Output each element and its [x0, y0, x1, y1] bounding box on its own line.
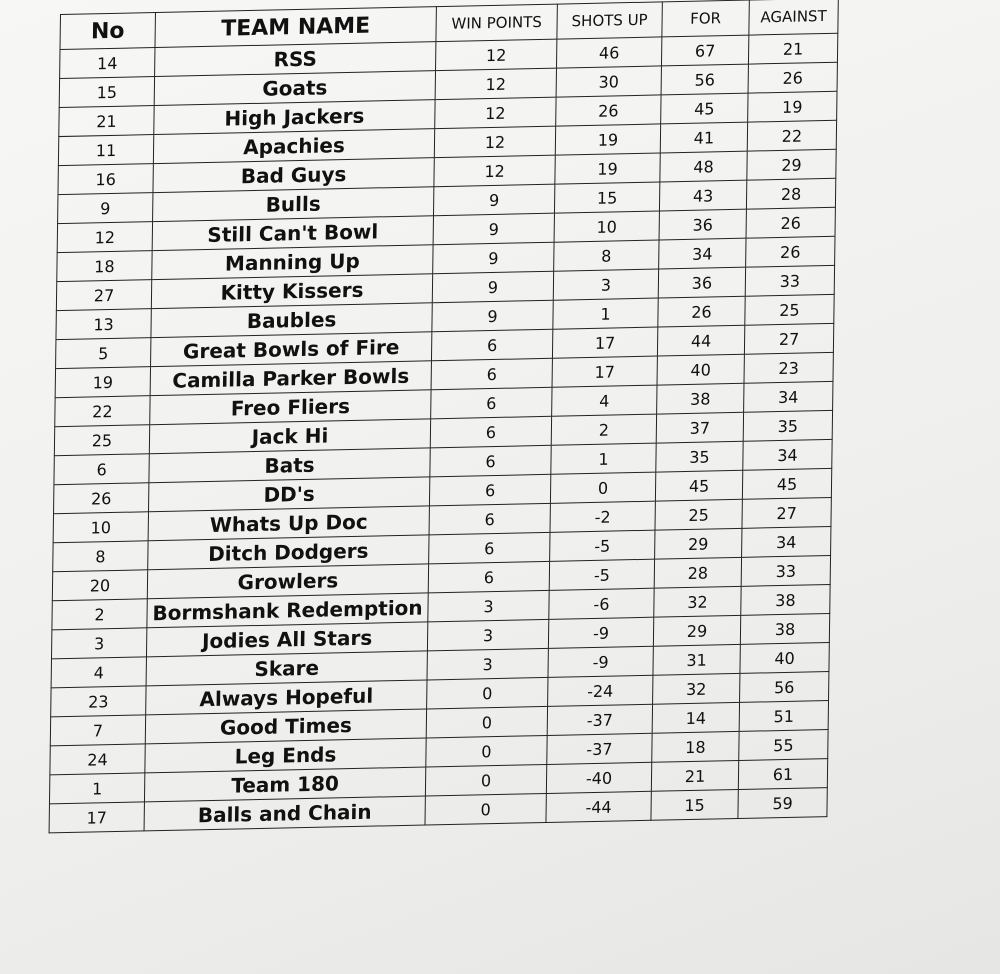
- cell-win-points: 6: [431, 387, 552, 419]
- cell-against: 55: [739, 730, 828, 761]
- cell-shots-up: -37: [547, 704, 652, 735]
- cell-for: 36: [658, 267, 745, 298]
- cell-shots-up: 19: [555, 124, 660, 155]
- cell-win-points: 3: [427, 648, 548, 680]
- cell-team-name: Great Bowls of Fire: [151, 332, 432, 367]
- cell-against: 29: [747, 149, 836, 180]
- cell-against: 34: [743, 439, 832, 470]
- cell-team-name: Goats: [154, 71, 435, 106]
- cell-against: 45: [742, 468, 831, 499]
- cell-shots-up: 15: [554, 182, 659, 213]
- cell-shots-up: 46: [556, 37, 661, 68]
- cell-win-points: 9: [432, 271, 553, 303]
- cell-against: 25: [745, 294, 834, 325]
- cell-against: 56: [740, 672, 829, 703]
- cell-shots-up: -5: [550, 530, 655, 561]
- cell-shots-up: 2: [551, 414, 656, 445]
- cell-no: 6: [54, 454, 149, 485]
- cell-no: 15: [59, 77, 154, 108]
- cell-team-name: Skare: [146, 651, 427, 686]
- cell-win-points: 6: [429, 474, 550, 506]
- cell-win-points: 9: [432, 300, 553, 332]
- cell-shots-up: -9: [548, 646, 653, 677]
- cell-no: 18: [57, 251, 152, 282]
- cell-against: 33: [741, 555, 830, 586]
- cell-team-name: Still Can't Bowl: [152, 216, 433, 251]
- cell-for: 45: [661, 93, 748, 124]
- cell-no: 22: [55, 396, 150, 427]
- cell-win-points: 6: [430, 416, 551, 448]
- cell-against: 59: [738, 788, 827, 819]
- cell-shots-up: 1: [551, 443, 656, 474]
- cell-no: 16: [58, 164, 153, 195]
- cell-against: 51: [739, 701, 828, 732]
- cell-team-name: RSS: [155, 42, 436, 77]
- cell-for: 35: [656, 441, 743, 472]
- cell-shots-up: -5: [549, 559, 654, 590]
- cell-shots-up: 17: [552, 356, 657, 387]
- cell-for: 40: [657, 354, 744, 385]
- cell-shots-up: -37: [547, 733, 652, 764]
- cell-shots-up: 0: [550, 472, 655, 503]
- cell-win-points: 12: [436, 39, 557, 71]
- cell-no: 14: [60, 48, 155, 79]
- cell-team-name: Jodies All Stars: [146, 622, 427, 657]
- cell-team-name: Growlers: [147, 564, 428, 599]
- cell-no: 5: [56, 338, 151, 369]
- cell-against: 26: [746, 236, 835, 267]
- cell-against: 28: [746, 178, 835, 209]
- table-body: [49, 33, 838, 833]
- cell-team-name: Bulls: [153, 187, 434, 222]
- standings-sheet: [49, 0, 839, 833]
- header-team-name: TEAM NAME: [155, 7, 436, 48]
- cell-for: 56: [661, 64, 748, 95]
- cell-no: 2: [52, 599, 147, 630]
- cell-win-points: 9: [433, 242, 554, 274]
- cell-for: 41: [660, 122, 747, 153]
- cell-against: 33: [745, 265, 834, 296]
- cell-shots-up: -2: [550, 501, 655, 532]
- cell-for: 28: [654, 557, 741, 588]
- header-win-points: WIN POINTS: [436, 4, 557, 42]
- cell-shots-up: 26: [556, 95, 661, 126]
- cell-no: 11: [58, 135, 153, 166]
- cell-no: 4: [51, 657, 146, 688]
- cell-for: 29: [653, 615, 740, 646]
- cell-team-name: Freo Fliers: [150, 390, 431, 425]
- cell-against: 61: [738, 759, 827, 790]
- cell-team-name: Jack Hi: [149, 419, 430, 454]
- cell-for: 34: [659, 238, 746, 269]
- cell-no: 10: [53, 512, 148, 543]
- cell-no: 21: [59, 106, 154, 137]
- cell-win-points: 0: [425, 764, 546, 796]
- cell-for: 21: [651, 760, 738, 791]
- cell-win-points: 6: [431, 329, 552, 361]
- cell-win-points: 6: [430, 445, 551, 477]
- cell-win-points: 6: [429, 503, 550, 535]
- header-shots-up: SHOTS UP: [557, 2, 662, 39]
- cell-win-points: 3: [428, 590, 549, 622]
- cell-no: 26: [54, 483, 149, 514]
- cell-for: 31: [653, 644, 740, 675]
- cell-for: 67: [661, 35, 748, 66]
- cell-for: 15: [651, 789, 738, 820]
- cell-team-name: Bormshank Redemption: [147, 593, 428, 628]
- cell-for: 44: [657, 325, 744, 356]
- cell-no: 27: [56, 280, 151, 311]
- cell-shots-up: 1: [553, 298, 658, 329]
- cell-against: 34: [744, 381, 833, 412]
- cell-against: 22: [747, 120, 836, 151]
- cell-win-points: 6: [428, 561, 549, 593]
- cell-team-name: Baubles: [151, 303, 432, 338]
- cell-for: 26: [658, 296, 745, 327]
- cell-win-points: 0: [425, 793, 546, 825]
- cell-for: 18: [652, 731, 739, 762]
- cell-against: 27: [744, 323, 833, 354]
- cell-shots-up: 8: [554, 240, 659, 271]
- cell-for: 29: [655, 528, 742, 559]
- cell-no: 9: [58, 193, 153, 224]
- cell-for: 43: [659, 180, 746, 211]
- cell-against: 27: [742, 497, 831, 528]
- cell-no: 1: [49, 773, 144, 804]
- cell-team-name: Leg Ends: [145, 738, 426, 773]
- cell-no: 25: [54, 425, 149, 456]
- cell-team-name: Good Times: [145, 709, 426, 744]
- cell-shots-up: 3: [553, 269, 658, 300]
- cell-for: 36: [659, 209, 746, 240]
- cell-team-name: DD's: [149, 477, 430, 512]
- cell-for: 32: [653, 673, 740, 704]
- cell-team-name: High Jackers: [154, 100, 435, 135]
- cell-shots-up: 30: [556, 66, 661, 97]
- cell-against: 19: [748, 91, 837, 122]
- cell-shots-up: -40: [546, 762, 651, 793]
- cell-win-points: 0: [426, 706, 547, 738]
- cell-against: 23: [744, 352, 833, 383]
- cell-no: 17: [49, 802, 144, 833]
- cell-no: 19: [55, 367, 150, 398]
- cell-win-points: 12: [435, 97, 556, 129]
- cell-team-name: Balls and Chain: [144, 796, 425, 831]
- cell-win-points: 0: [426, 735, 547, 767]
- cell-no: 12: [57, 222, 152, 253]
- cell-win-points: 12: [434, 155, 555, 187]
- cell-against: 40: [740, 643, 829, 674]
- cell-against: 38: [741, 584, 830, 615]
- standings-table: [49, 0, 839, 833]
- cell-team-name: Team 180: [144, 767, 425, 802]
- cell-for: 25: [655, 499, 742, 530]
- cell-no: 8: [53, 541, 148, 572]
- cell-shots-up: 4: [552, 385, 657, 416]
- cell-no: 7: [50, 715, 145, 746]
- cell-team-name: Kitty Kissers: [151, 274, 432, 309]
- cell-for: 32: [654, 586, 741, 617]
- cell-no: 24: [50, 744, 145, 775]
- cell-shots-up: 17: [552, 327, 657, 358]
- cell-win-points: 6: [431, 358, 552, 390]
- cell-win-points: 6: [429, 532, 550, 564]
- cell-team-name: Ditch Dodgers: [148, 535, 429, 570]
- cell-no: 13: [56, 309, 151, 340]
- cell-no: 20: [52, 570, 147, 601]
- cell-shots-up: -24: [548, 675, 653, 706]
- cell-shots-up: -6: [549, 588, 654, 619]
- cell-team-name: Camilla Parker Bowls: [150, 361, 431, 396]
- cell-against: 21: [748, 33, 837, 64]
- cell-win-points: 3: [427, 619, 548, 651]
- cell-win-points: 12: [435, 68, 556, 100]
- cell-team-name: Bats: [149, 448, 430, 483]
- header-for: FOR: [662, 0, 749, 37]
- cell-against: 26: [746, 207, 835, 238]
- cell-team-name: Apachies: [153, 129, 434, 164]
- cell-win-points: 12: [434, 126, 555, 158]
- cell-team-name: Always Hopeful: [146, 680, 427, 715]
- cell-team-name: Bad Guys: [153, 158, 434, 193]
- cell-for: 38: [657, 383, 744, 414]
- cell-win-points: 9: [433, 184, 554, 216]
- cell-team-name: Whats Up Doc: [148, 506, 429, 541]
- header-no: No: [60, 13, 155, 50]
- cell-for: 48: [660, 151, 747, 182]
- cell-shots-up: -44: [546, 791, 651, 822]
- cell-shots-up: 19: [555, 153, 660, 184]
- cell-no: 3: [51, 628, 146, 659]
- cell-team-name: Manning Up: [152, 245, 433, 280]
- cell-against: 35: [743, 410, 832, 441]
- header-against: AGAINST: [749, 0, 838, 35]
- cell-shots-up: 10: [554, 211, 659, 242]
- cell-for: 37: [656, 412, 743, 443]
- cell-no: 23: [51, 686, 146, 717]
- cell-for: 45: [655, 470, 742, 501]
- cell-against: 34: [742, 526, 831, 557]
- cell-win-points: 9: [433, 213, 554, 245]
- cell-win-points: 0: [427, 677, 548, 709]
- cell-against: 26: [748, 62, 837, 93]
- cell-for: 14: [652, 702, 739, 733]
- cell-against: 38: [740, 614, 829, 645]
- cell-shots-up: -9: [548, 617, 653, 648]
